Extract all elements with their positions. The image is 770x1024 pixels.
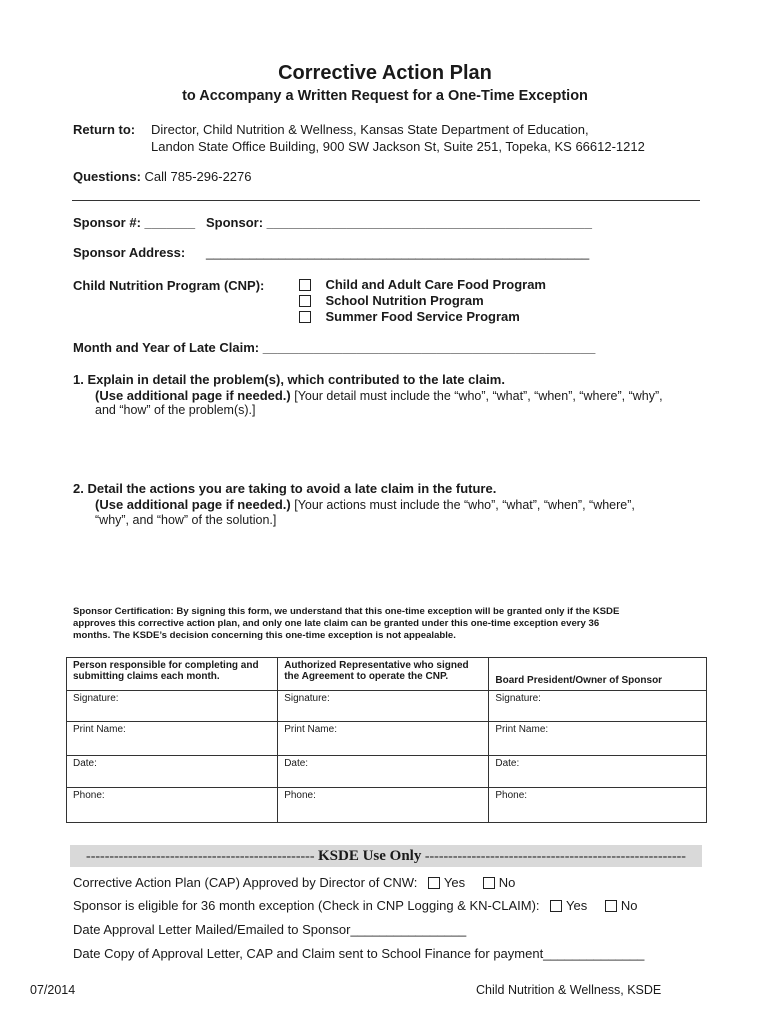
header-cell <box>489 658 707 691</box>
eligible-label: Sponsor is eligible for 36 month exception (Check in CNP Logging & KN-CLAIM): <box>73 898 540 913</box>
certification-line1: Sponsor Certification: By signing this form, we understand that this one-time exception will be granted only if the KSDE <box>73 606 620 617</box>
phone-cell[interactable]: Phone: <box>278 788 489 823</box>
checkbox[interactable] <box>299 311 311 323</box>
header-line: Person responsible for completing and <box>73 660 259 671</box>
item1-text2: and “how” of the problem(s).] <box>95 403 256 417</box>
table-row <box>67 756 707 788</box>
return-to-label: Return to: <box>73 122 136 137</box>
header-line: Board President/Owner of Sponsor <box>495 675 663 686</box>
item1-instructions <box>95 388 663 403</box>
return-to-line2: Landon State Office Building, 900 SW Jackson St, Suite 251, Topeka, KS 66612-1212 <box>151 139 645 154</box>
cap-no-checkbox[interactable] <box>483 877 495 889</box>
cap-no-label: No <box>498 875 516 890</box>
cap-approved-label: Corrective Action Plan (CAP) Approved by Director of CNW: <box>73 875 418 890</box>
ksde-dashes-right: -------------------------------------------------------- <box>424 849 686 864</box>
sponsor-address-field[interactable]: _____________________________________________________ <box>206 245 590 260</box>
ksde-use-only-bar <box>70 845 702 867</box>
header-cell <box>278 658 489 691</box>
cnp-option-label: School Nutrition Program <box>325 293 484 308</box>
footer-date: 07/2014 <box>30 983 76 997</box>
table-row <box>67 788 707 823</box>
copy-approval-field[interactable]: Date Copy of Approval Letter, CAP and Claim sent to School Finance for payment______________ <box>73 946 645 961</box>
signature-cell[interactable]: Signature: <box>278 691 489 722</box>
cnp-label: Child Nutrition Program (CNP): <box>73 278 265 293</box>
sponsor-number-field[interactable]: Sponsor #: _______ <box>73 215 196 230</box>
cnp-option-summer[interactable] <box>299 309 520 324</box>
date-cell[interactable]: Date: <box>489 756 707 788</box>
item1-text: [Your detail must include the “who”, “what”, “when”, “where”, “why”, <box>290 389 663 403</box>
date-cell[interactable]: Date: <box>67 756 278 788</box>
header-line: Authorized Representative who signed <box>284 660 469 671</box>
cnp-option-label: Summer Food Service Program <box>325 309 520 324</box>
item1-heading: 1. Explain in detail the problem(s), which contributed to the late claim. <box>73 372 505 387</box>
cap-yes-label: Yes <box>443 875 466 890</box>
questions-label: Questions: <box>73 169 141 184</box>
header-line: submitting claims each month. <box>73 671 220 682</box>
checkbox[interactable] <box>299 295 311 307</box>
cnp-option-label: Child and Adult Care Food Program <box>325 277 546 292</box>
phone-cell[interactable]: Phone: <box>67 788 278 823</box>
cnp-option-school[interactable] <box>299 293 484 308</box>
cnp-option-cacfp[interactable] <box>299 277 546 292</box>
eligible-yes-checkbox[interactable] <box>550 900 562 912</box>
item1-bold: (Use additional page if needed.) <box>95 388 291 403</box>
table-row <box>67 691 707 722</box>
eligible-no-checkbox[interactable] <box>605 900 617 912</box>
late-claim-field[interactable]: Month and Year of Late Claim: ______________________________________________ <box>73 340 596 355</box>
table-row <box>67 722 707 756</box>
eligible-yes-label: Yes <box>566 898 588 913</box>
print-name-cell[interactable]: Print Name: <box>67 722 278 756</box>
questions <box>73 169 251 184</box>
footer-org: Child Nutrition & Wellness, KSDE <box>476 983 662 997</box>
phone-cell[interactable]: Phone: <box>489 788 707 823</box>
signature-cell[interactable]: Signature: <box>489 691 707 722</box>
item2-instructions <box>95 497 635 512</box>
divider <box>72 200 700 201</box>
eligible-line <box>73 898 638 913</box>
cap-approved-line <box>73 875 515 890</box>
print-name-cell[interactable]: Print Name: <box>278 722 489 756</box>
ksde-use-only-label: KSDE Use Only <box>318 848 422 864</box>
item2-text2: “why”, and “how” of the solution.] <box>95 513 277 527</box>
ksde-dashes-left: ------------------------------------------------- <box>86 849 315 864</box>
checkbox[interactable] <box>299 279 311 291</box>
table-header-row <box>67 658 707 691</box>
print-name-cell[interactable]: Print Name: <box>489 722 707 756</box>
sponsor-address-label: Sponsor Address: <box>73 245 186 260</box>
date-cell[interactable]: Date: <box>278 756 489 788</box>
certification-line3: months. The KSDE’s decision concerning this one-time exception is not appealable. <box>73 630 456 641</box>
item2-bold: (Use additional page if needed.) <box>95 497 291 512</box>
certification-line2: approves this corrective action plan, and only one late claim can be granted under this one-time exception every 36 <box>73 618 600 629</box>
return-to-line1: Director, Child Nutrition & Wellness, Kansas State Department of Education, <box>151 122 589 137</box>
approval-letter-field[interactable]: Date Approval Letter Mailed/Emailed to Sponsor________________ <box>73 922 467 937</box>
item2-text: [Your actions must include the “who”, “what”, “when”, “where”, <box>290 498 635 512</box>
page-subtitle: to Accompany a Written Request for a One-Time Exception <box>182 88 588 104</box>
item2-heading: 2. Detail the actions you are taking to avoid a late claim in the future. <box>73 481 497 496</box>
header-cell <box>67 658 278 691</box>
header-line: the Agreement to operate the CNP. <box>284 671 449 682</box>
eligible-no-label: No <box>620 898 638 913</box>
page-title: Corrective Action Plan <box>278 62 492 84</box>
cap-yes-checkbox[interactable] <box>428 877 440 889</box>
signature-cell[interactable]: Signature: <box>67 691 278 722</box>
signature-table <box>66 657 707 823</box>
questions-text: Call 785-296-2276 <box>140 169 252 184</box>
sponsor-name-field[interactable]: Sponsor: _____________________________________________ <box>206 215 593 230</box>
